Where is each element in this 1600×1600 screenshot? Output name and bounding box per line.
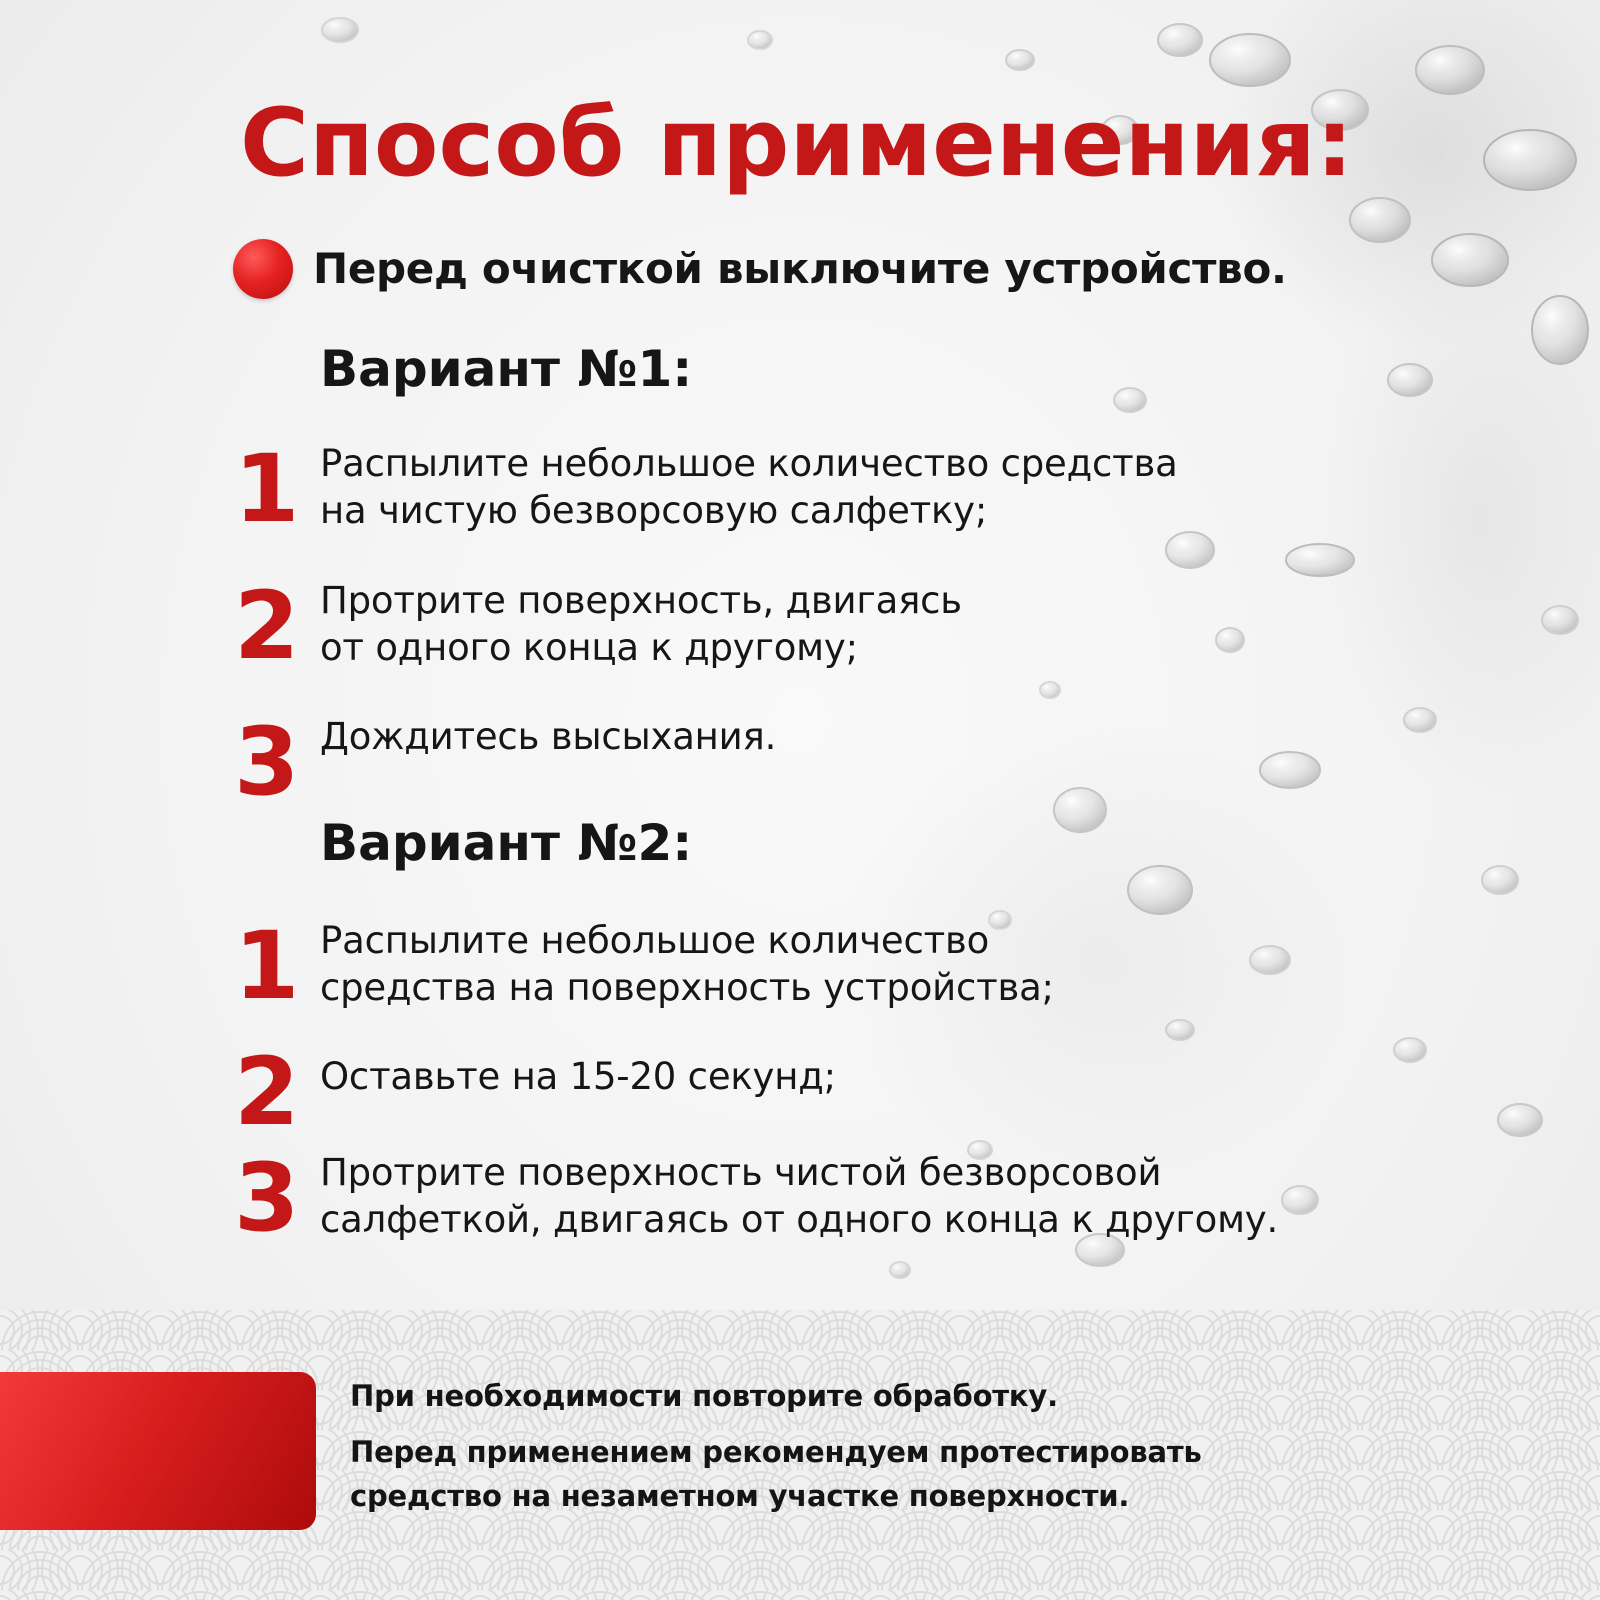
step-text: Оставьте на 15-20 секунд; [320, 1055, 836, 1098]
variant-1-heading: Вариант №1: [320, 340, 693, 398]
step-number: 3 [234, 708, 300, 817]
footer-note-repeat: При необходимости повторите обработку. [350, 1379, 1058, 1413]
red-bullet-icon [233, 239, 293, 299]
step-number: 1 [234, 912, 300, 1021]
step-text: Распылите небольшое количество средства на чистую безворсовую салфетку; [320, 442, 1178, 532]
footer-note-test: Перед применением рекомендуем протестировать средство на незаметном участке поверхности. [350, 1435, 1202, 1513]
footer-note-panel [0, 1310, 1600, 1600]
page-title: Способ применения: [240, 89, 1354, 198]
step-text: Протрите поверхность чистой безворсовой салфеткой, двигаясь от одного конца к другому. [320, 1151, 1279, 1241]
warning-text: Перед очисткой выключите устройство. [313, 244, 1287, 293]
step-text: Распылите небольшое количество средства на поверхность устройства; [320, 919, 1054, 1009]
step-number: 2 [234, 1038, 300, 1147]
step-number: 1 [234, 435, 300, 544]
variant-2-heading: Вариант №2: [320, 814, 693, 872]
red-accent-block [0, 1372, 316, 1530]
step-text: Протрите поверхность, двигаясь от одного конца к другому; [320, 579, 962, 669]
step-number: 3 [234, 1144, 300, 1253]
step-number: 2 [234, 572, 300, 681]
step-text: Дождитесь высыхания. [320, 715, 777, 758]
